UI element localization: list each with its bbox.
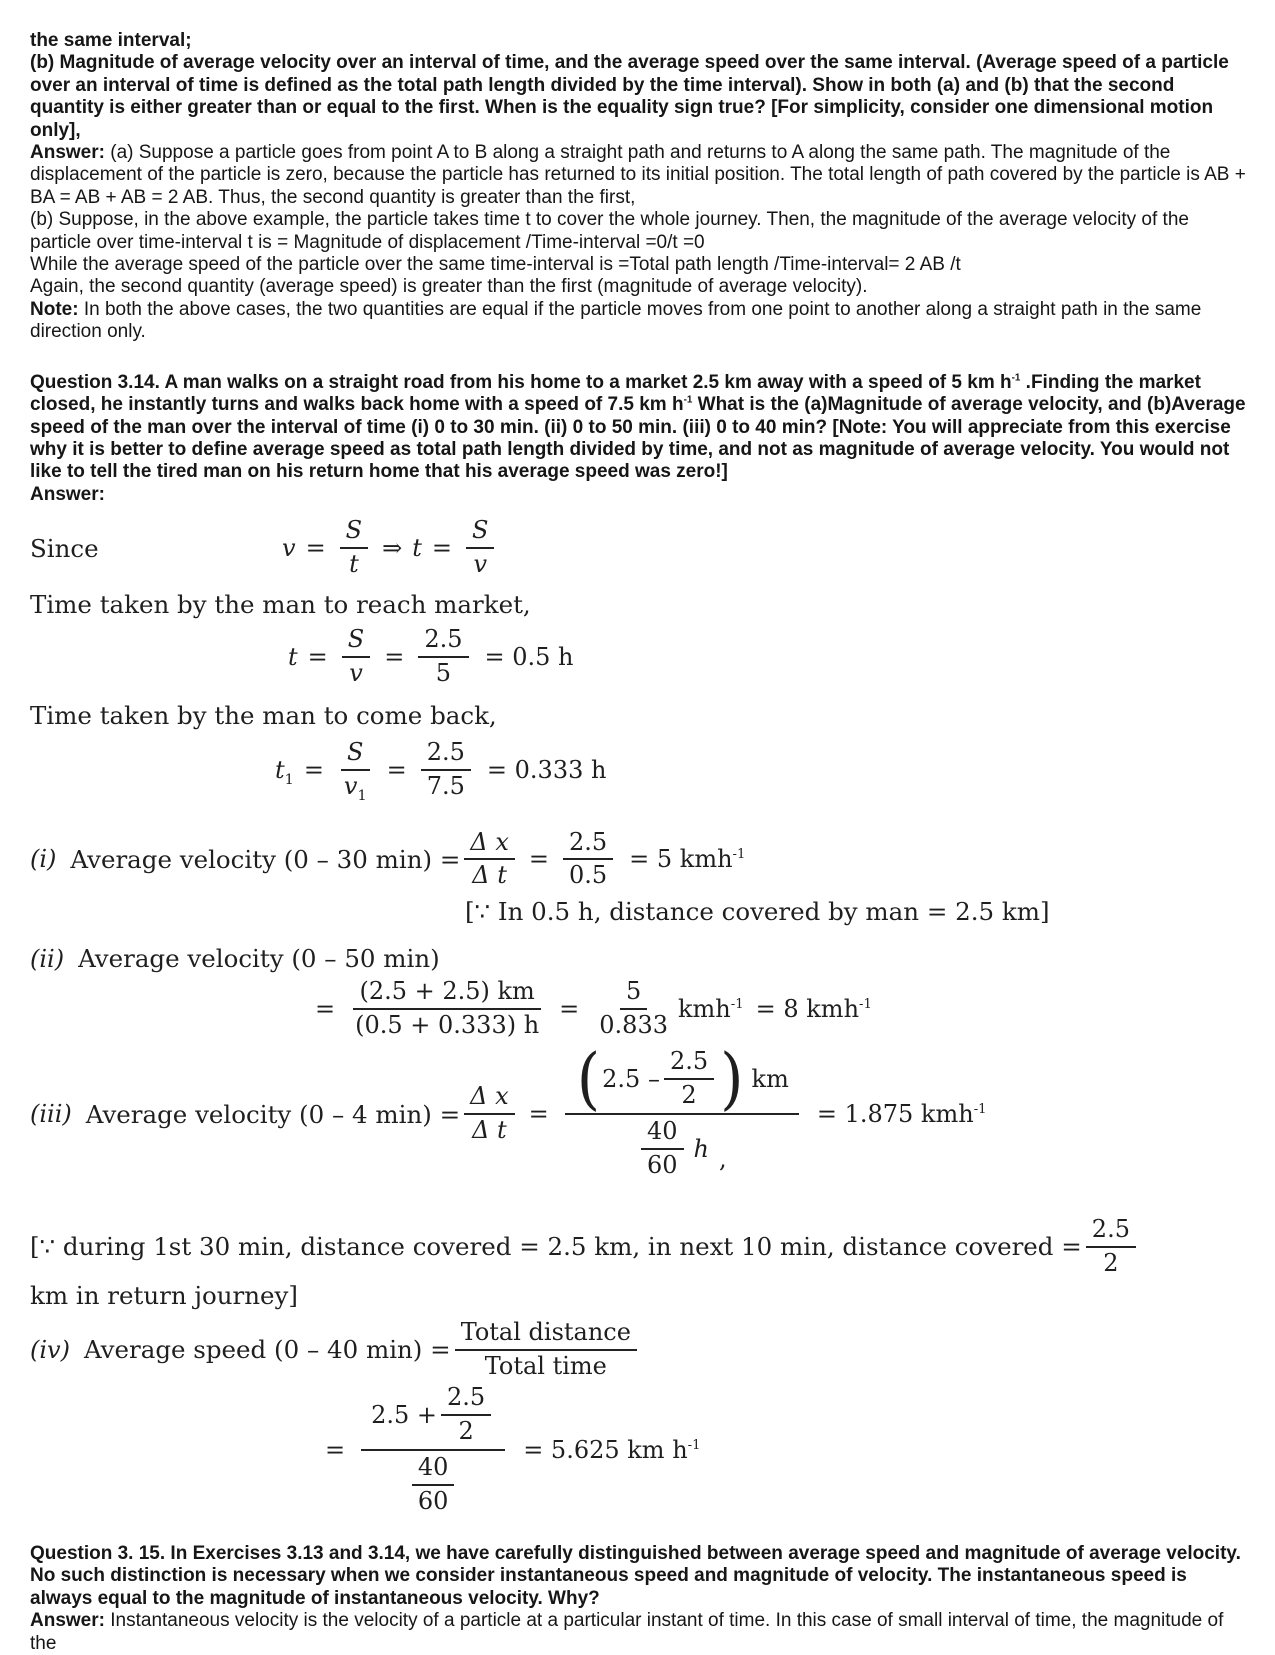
denominator: t	[349, 550, 359, 579]
reach-market-text: Time taken by the man to reach market,	[30, 589, 531, 619]
implies-arrow: ⇒	[382, 534, 403, 563]
question-3-14-part3: What is the (a)Magnitude of average velocity, and (b)Average speed of the man over the interval of time (i) 0 to 30 min. (ii) 0 to 50 min. (iii) 0 to 40 min? [Note: You will appreciate from this exercise why it is better to define average speed as total path length divided by time, and not as magnitude of average velocity. You would not like to tell the tired man on his return home that his average speed was zero!]	[30, 394, 1246, 483]
result-5-kmh	[629, 845, 745, 873]
fraction-s-over-v1	[338, 737, 373, 804]
fraction-s-over-t	[340, 518, 368, 578]
item-i-row	[30, 827, 1247, 890]
numerator-pre: 2.5 –	[602, 1065, 660, 1094]
numerator: 40	[641, 1119, 684, 1150]
item-ii-heading	[30, 944, 1247, 973]
denominator: 0.5	[568, 861, 608, 890]
denominator: 2	[681, 1081, 697, 1110]
denominator: 5	[435, 658, 452, 687]
numerator: S	[466, 518, 494, 549]
answer-3-15	[30, 1610, 1247, 1655]
equals-sign: =	[305, 534, 326, 563]
item-iii-marker: (iii)	[30, 1100, 72, 1128]
item-iii-label: Average velocity (0 – 4 min) =	[85, 1099, 461, 1129]
numerator: 2.5	[441, 1385, 491, 1416]
item-i-label: Average velocity (0 – 30 min) =	[70, 844, 461, 874]
numerator: 40	[412, 1455, 455, 1486]
question-3-13b-text: (b) Magnitude of average velocity over an interval of time, and the average speed over the same interval. (Average speed of a particle over an interval of time is defined as the total path length divided by the time interval). Show in both (a) and (b) that the second quantity is either greater than or equal to the first. When is the equality sign true? [For simplicity, consider one dimensional motion only],	[30, 52, 1229, 141]
question-3-15-body: In Exercises 3.13 and 3.14, we have carefully distinguished between average speed and magnitude of average velocity. No such distinction is necessary when we consider instantaneous speed and magnitude of velocity. The instantaneous speed is always equal to the magnitude of instantaneous velocity. Why?	[30, 1543, 1241, 1609]
denominator: v	[473, 550, 487, 579]
denominator: 2	[1103, 1248, 1119, 1277]
line-come-back	[30, 701, 1247, 730]
superscript-minus-1: -1	[687, 1438, 701, 1454]
fraction-dx-over-dt	[464, 1084, 515, 1144]
var-t1	[275, 755, 294, 788]
continued-line: the same interval;	[30, 30, 192, 51]
item-ii-label: Average velocity (0 – 50 min)	[78, 944, 440, 974]
question-3-15-block	[30, 1543, 1247, 1655]
big-denominator	[627, 1115, 737, 1179]
item-iv-marker: (iv)	[30, 1335, 70, 1364]
denominator	[338, 771, 373, 804]
numerator: 2.5	[1086, 1217, 1136, 1248]
question-3-14-part1: A man walks on a straight road from his home to a market 2.5 km away with a speed of 5 km h	[159, 371, 1012, 393]
fraction-distance-over-time	[349, 979, 545, 1039]
equals-sign: =	[528, 1100, 549, 1128]
question-3-14-part2: .Finding the market closed, he instantly turns and walks back home with a speed of 7.5 km h	[30, 371, 1201, 416]
since-label: Since	[30, 533, 99, 563]
numerator: Δ x	[464, 830, 515, 861]
superscript-minus-1: -1	[732, 847, 746, 863]
result-0-333-h: = 0.333 h	[486, 755, 607, 784]
fraction-2-5-over-2	[441, 1385, 491, 1445]
item-iv-label: Average speed (0 – 40 min) =	[83, 1335, 451, 1365]
result-0-5-h: = 0.5 h	[484, 642, 574, 671]
result-base: = 8 kmh	[755, 995, 860, 1024]
note-paragraph	[30, 299, 1247, 344]
result-1-875-kmh	[817, 1100, 987, 1128]
answer-3-13	[30, 142, 1247, 209]
question-3-15-text	[30, 1543, 1247, 1610]
fraction-total-distance-over-total-time	[455, 1317, 637, 1380]
unit-h: h	[693, 1135, 709, 1163]
item-i-marker: (i)	[30, 845, 57, 874]
numerator: 2.5	[563, 830, 613, 861]
equals-sign: =	[307, 642, 328, 671]
numerator: S	[342, 627, 370, 658]
fraction-5-over-0-833	[593, 979, 674, 1039]
equals-sign: =	[559, 995, 580, 1024]
denominator: 2	[458, 1417, 474, 1446]
answer-again-text: Again, the second quantity (average speed) is greater than the first (magnitude of average velocity).	[30, 276, 868, 298]
close-paren: )	[720, 1039, 744, 1118]
var-t: t	[288, 642, 298, 671]
answer-3-13a-text: (a) Suppose a particle goes from point A to B along a straight path and returns to A along the same path. The magnitude of the displacement of the particle is zero, because the particle has returned to its initial position. The total length of path covered by the particle is AB + BA = AB + AB = 2 AB. Thus, the second quantity is greater than the first,	[30, 142, 1246, 208]
result-8-kmh	[756, 995, 872, 1023]
equals-sign: =	[528, 845, 549, 874]
numerator: 2.5	[418, 627, 468, 658]
equals-sign: =	[384, 642, 405, 671]
big-numerator	[361, 1385, 505, 1451]
result-base: = 5.625 km h	[523, 1436, 688, 1465]
equation-ii	[305, 979, 1247, 1039]
answer-3-14-label: Answer:	[30, 483, 105, 505]
superscript-minus-1: -1	[683, 394, 693, 406]
superscript-minus-1: -1	[973, 1102, 987, 1117]
superscript-minus-1: -1	[1011, 372, 1021, 384]
numerator: Δ x	[464, 1084, 515, 1115]
unit-km: km	[751, 1065, 789, 1094]
note-iii-line2	[30, 1281, 1247, 1310]
question-3-14-text	[30, 372, 1247, 484]
equals-sign: =	[303, 755, 324, 784]
equals-sign: =	[325, 1436, 346, 1465]
note-label: Note:	[30, 298, 79, 320]
line-reach-market	[30, 590, 1247, 619]
var-t: t	[412, 534, 422, 563]
open-paren: (	[576, 1039, 601, 1118]
var-t: t	[275, 755, 285, 784]
answer-label: Answer:	[30, 142, 105, 164]
big-numerator	[565, 1039, 799, 1118]
item-iii-row	[30, 1039, 1247, 1179]
come-back-text: Time taken by the man to come back,	[30, 700, 497, 730]
fraction-dx-over-dt	[464, 827, 515, 890]
item-ii-marker: (ii)	[30, 944, 65, 973]
denominator: v	[349, 658, 363, 687]
denominator: 60	[646, 1150, 678, 1179]
denominator: Total time	[484, 1351, 607, 1380]
denominator: 60	[417, 1487, 449, 1516]
numerator-pre: 2.5 +	[371, 1401, 438, 1430]
fraction-2-5-over-0-5	[563, 827, 613, 890]
note-text: In both the above cases, the two quantities are equal if the particle moves from one point to another along a straight path in the same direction only.	[30, 298, 1202, 343]
numerator: S	[340, 518, 368, 549]
superscript-minus-1: -1	[859, 997, 872, 1013]
fraction-2-5-over-2	[1086, 1214, 1136, 1277]
numerator: S	[341, 740, 369, 771]
fraction-2-5-over-2	[664, 1049, 714, 1109]
result-5-625-kmh	[523, 1436, 700, 1464]
note-iii-text-2: km in return journey]	[30, 1280, 298, 1310]
denominator: 7.5	[426, 771, 465, 800]
fraction-s-over-v	[466, 518, 494, 578]
big-fraction-iii	[565, 1039, 799, 1179]
equals-sign: =	[315, 995, 336, 1024]
numerator: 5	[620, 979, 647, 1010]
note-iii-text: [∵ during 1st 30 min, distance covered = 2.5 km, in next 10 min, distance covered =	[30, 1232, 1082, 1262]
solution-3-14	[30, 518, 1247, 1515]
question-3-15-label: Question 3. 15.	[30, 1543, 166, 1565]
fraction-2-5-over-7-5	[421, 737, 471, 800]
question-3-14-block	[30, 372, 1247, 506]
answer-3-15-text: Instantaneous velocity is the velocity of a particle at a particular instant of time. In this case of small interval of time, the magnitude of the	[30, 1610, 1224, 1654]
note-iii-line1	[30, 1214, 1247, 1277]
result-base: = 1.875 kmh	[816, 1100, 974, 1128]
equation-iv	[315, 1385, 1247, 1515]
numerator: (2.5 + 2.5) km	[353, 979, 540, 1010]
note-i	[465, 897, 1247, 926]
answer-while-text: While the average speed of the particle over the same time-interval is =Total path length /Time-interval= 2 AB /t	[30, 254, 961, 276]
equation-time-to-return	[275, 737, 1247, 804]
denominator: Δ t	[472, 1116, 507, 1144]
fraction-2-5-over-5	[418, 624, 468, 687]
equation-since	[30, 518, 1247, 578]
superscript-minus-1: -1	[730, 997, 744, 1013]
answer-label: Answer:	[30, 1610, 105, 1632]
unit-kmh	[678, 995, 744, 1023]
equals-sign: =	[386, 755, 407, 784]
numerator: 2.5	[421, 740, 471, 771]
numerator: 2.5	[664, 1049, 714, 1080]
question-3-13-block	[30, 30, 1247, 344]
fraction-40-over-60	[641, 1119, 684, 1179]
subscript-1: 1	[357, 787, 367, 804]
question-3-14-label: Question 3.14.	[30, 371, 160, 393]
equals-sign: =	[431, 534, 452, 563]
equation-time-to-market	[288, 624, 1247, 687]
result-base: = 5 kmh	[629, 845, 733, 874]
item-iv-row	[30, 1317, 1247, 1380]
comma: ,	[718, 1145, 727, 1173]
fraction-s-over-v	[342, 624, 370, 687]
note-i-text: [∵ In 0.5 h, distance covered by man = 2.5 km]	[465, 897, 1050, 927]
big-fraction-iv	[361, 1385, 505, 1515]
answer-3-13b-text: (b) Suppose, in the above example, the particle takes time t to cover the whole journey. Then, the magnitude of the average velocity of the particle over time-interval t is = Magnitude of displacement /Time-interval =0/t =0	[30, 209, 1189, 253]
var-v: v	[282, 534, 296, 563]
big-denominator	[398, 1451, 469, 1515]
var-v: v	[343, 771, 358, 800]
numerator: Total distance	[455, 1320, 637, 1351]
denominator: 0.833	[599, 1011, 668, 1040]
subscript-1: 1	[284, 771, 294, 788]
denominator: Δ t	[472, 861, 507, 890]
unit-base: kmh	[678, 995, 731, 1024]
denominator: (0.5 + 0.333) h	[355, 1011, 540, 1040]
fraction-40-over-60	[412, 1455, 455, 1515]
